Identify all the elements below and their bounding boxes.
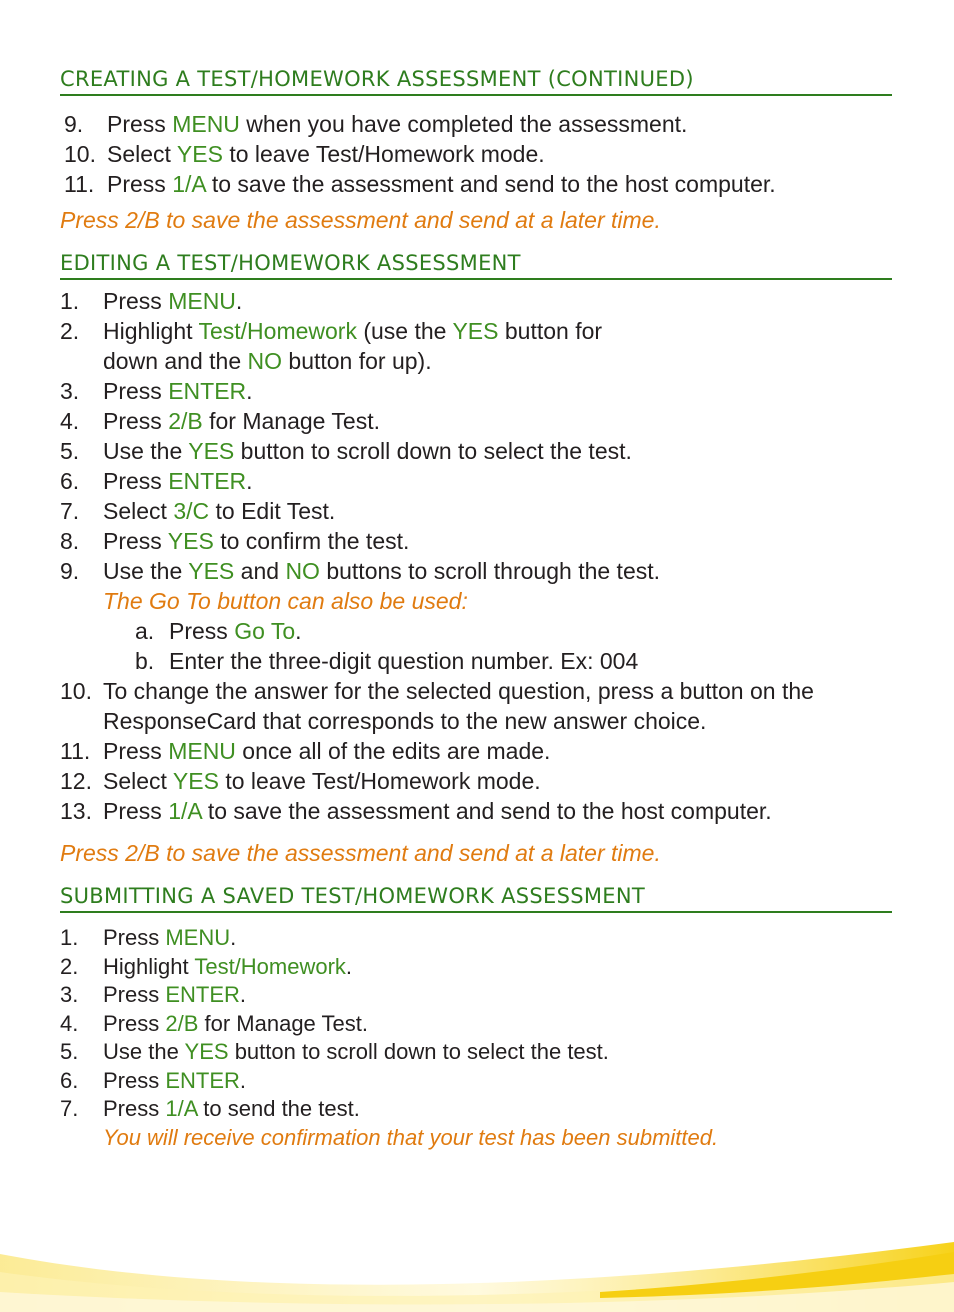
section-heading-editing: EDITING A TEST/HOMEWORK ASSESSMENT bbox=[60, 250, 892, 280]
highlighted-key: YES bbox=[167, 528, 214, 554]
step-text-fragment: Use the bbox=[103, 558, 189, 584]
step-text-fragment: and bbox=[234, 558, 286, 584]
highlighted-key: YES bbox=[188, 438, 235, 464]
section-heading-submitting: SUBMITTING A SAVED TEST/HOMEWORK ASSESSMENT bbox=[60, 883, 892, 913]
step-text bbox=[60, 796, 900, 826]
step-text bbox=[60, 736, 900, 766]
step-number: 9. bbox=[60, 558, 80, 584]
highlighted-key: MENU bbox=[165, 925, 231, 950]
step-text-fragment: to Edit Test. bbox=[209, 498, 336, 524]
step-number: 4. bbox=[60, 1010, 79, 1036]
step bbox=[64, 109, 900, 139]
step bbox=[60, 953, 900, 982]
step bbox=[64, 139, 900, 169]
step-number: 10. bbox=[60, 678, 92, 704]
step-number: 3. bbox=[60, 982, 79, 1007]
step-number: 6. bbox=[60, 1067, 79, 1093]
step bbox=[64, 169, 900, 199]
step-text-fragment: button for bbox=[498, 318, 603, 344]
step-text bbox=[60, 1038, 900, 1067]
step-text-fragment: . bbox=[345, 953, 353, 979]
step bbox=[60, 286, 900, 316]
step-text-fragment: when you have completed the assessment. bbox=[239, 111, 688, 137]
step-text bbox=[60, 981, 900, 1010]
confirmation-note: You will receive confirmation that your test has been submitted. bbox=[103, 1124, 719, 1150]
step-text-fragment: . bbox=[235, 288, 243, 314]
step-text-fragment: Press bbox=[103, 528, 168, 554]
step bbox=[60, 676, 900, 736]
step-number: 9. bbox=[64, 111, 84, 137]
step-text-fragment: . bbox=[239, 1067, 247, 1093]
highlighted-key: NO bbox=[247, 348, 283, 374]
step bbox=[60, 1010, 900, 1039]
step-number: 10. bbox=[64, 141, 96, 167]
step-text-fragment: Select bbox=[107, 141, 177, 167]
step bbox=[60, 736, 900, 766]
highlighted-key: ENTER bbox=[165, 982, 240, 1007]
section-heading-creating: CREATING A TEST/HOMEWORK ASSESSMENT (CONTINUED) bbox=[60, 66, 892, 96]
step-text bbox=[60, 316, 900, 376]
step-text-fragment: Enter the three-digit question number. Ex: 004 bbox=[169, 648, 639, 674]
step-number: 6. bbox=[60, 468, 80, 494]
step bbox=[60, 1095, 900, 1124]
step-text-fragment: Press bbox=[103, 798, 169, 824]
step-text-fragment: to save the assessment and send to the host computer. bbox=[201, 798, 772, 824]
step-text bbox=[60, 496, 900, 526]
highlighted-key: YES bbox=[452, 318, 499, 344]
go-to-note: The Go To button can also be used: bbox=[103, 588, 468, 614]
highlighted-key: YES bbox=[184, 1039, 229, 1064]
substep bbox=[60, 616, 900, 646]
steps-list-editing bbox=[60, 286, 900, 826]
step-text bbox=[60, 406, 900, 436]
step-text bbox=[60, 466, 900, 496]
step-text bbox=[60, 676, 900, 736]
highlighted-key: ENTER bbox=[168, 468, 247, 494]
step bbox=[60, 1067, 900, 1096]
step bbox=[60, 1038, 900, 1067]
step-text-fragment: for Manage Test. bbox=[198, 1010, 368, 1036]
step-number: 11. bbox=[64, 171, 95, 197]
step-text bbox=[64, 169, 900, 199]
step-text-fragment: Press bbox=[103, 468, 169, 494]
highlighted-key: 2/B bbox=[165, 1010, 199, 1036]
step-text-fragment: (use the bbox=[356, 318, 453, 344]
step-text-fragment: . bbox=[239, 982, 247, 1007]
step-text-fragment: to confirm the test. bbox=[213, 528, 410, 554]
step-text-fragment: Press bbox=[103, 925, 166, 950]
step-text-fragment: to leave Test/Homework mode. bbox=[218, 768, 541, 794]
step-text-fragment: Press bbox=[103, 1010, 166, 1036]
step-number: 1. bbox=[60, 288, 80, 314]
step bbox=[60, 496, 900, 526]
highlighted-key: ENTER bbox=[165, 1067, 240, 1093]
step bbox=[60, 526, 900, 556]
step-number: 11. bbox=[60, 738, 91, 764]
step bbox=[60, 406, 900, 436]
step-text bbox=[60, 436, 900, 466]
step-text-fragment: . bbox=[295, 618, 302, 644]
step-text-fragment: Use the bbox=[103, 1039, 185, 1064]
step-text-fragment: Highlight bbox=[103, 953, 195, 979]
step-text bbox=[60, 1010, 900, 1039]
step-text-fragment: Press bbox=[107, 111, 173, 137]
step-text-fragment: Press bbox=[107, 171, 173, 197]
step-text bbox=[60, 286, 900, 316]
step-text-fragment: Press bbox=[103, 738, 169, 764]
step-text-fragment: Press bbox=[103, 408, 169, 434]
step-text bbox=[60, 376, 900, 406]
step-number: 12. bbox=[60, 768, 92, 794]
step bbox=[60, 316, 900, 376]
step-number: 7. bbox=[60, 498, 80, 524]
highlighted-key: YES bbox=[176, 141, 223, 167]
step-text-fragment: . bbox=[246, 378, 253, 404]
yellow-wave-decoration bbox=[0, 1232, 954, 1312]
step bbox=[60, 796, 900, 826]
highlighted-key: YES bbox=[188, 558, 235, 584]
step-text-fragment: Highlight bbox=[103, 318, 199, 344]
step-text-fragment: Press bbox=[169, 618, 235, 644]
highlighted-key: NO bbox=[285, 558, 320, 584]
step-text bbox=[60, 556, 900, 586]
step-text-fragment: to leave Test/Homework mode. bbox=[222, 141, 545, 167]
step-text bbox=[64, 139, 900, 169]
step-text-fragment: Use the bbox=[103, 438, 189, 464]
step-text-fragment: . bbox=[246, 468, 253, 494]
step-text-fragment: to send the test. bbox=[197, 1096, 360, 1121]
step bbox=[60, 981, 900, 1010]
step-text-fragment: Press bbox=[103, 1096, 166, 1121]
step-text-fragment: button to scroll down to select the test. bbox=[234, 438, 632, 464]
step-text-fragment: Press bbox=[103, 378, 169, 404]
step-text bbox=[60, 953, 900, 982]
highlighted-key: Go To bbox=[234, 618, 296, 644]
step-text-fragment: Press bbox=[103, 1067, 166, 1093]
step-text-fragment: for Manage Test. bbox=[202, 408, 381, 434]
highlighted-key: MENU bbox=[168, 738, 236, 764]
step-text-fragment: . bbox=[230, 925, 237, 950]
step bbox=[60, 766, 900, 796]
step-text bbox=[60, 766, 900, 796]
step bbox=[60, 466, 900, 496]
step-text-fragment: once all of the edits are made. bbox=[235, 738, 551, 764]
step-number: 7. bbox=[60, 1096, 79, 1121]
highlighted-key: ENTER bbox=[168, 378, 247, 404]
step-number: 5. bbox=[60, 1039, 79, 1064]
save-later-note: Press 2/B to save the assessment and send at a later time. bbox=[60, 207, 661, 233]
highlighted-key: Test/Homework bbox=[194, 953, 346, 979]
step-number: 4. bbox=[60, 408, 80, 434]
step-number: 2. bbox=[60, 318, 80, 344]
step-number: 3. bbox=[60, 378, 80, 404]
step-text bbox=[60, 1067, 900, 1096]
highlighted-key: 1/A bbox=[165, 1096, 198, 1121]
steps-list-submitting bbox=[60, 924, 900, 1152]
step-text-fragment: to save the assessment and send to the host computer. bbox=[205, 171, 776, 197]
highlighted-key: Test/Homework bbox=[198, 318, 357, 344]
steps-list-creating bbox=[60, 109, 900, 199]
step-text-fragment: Select bbox=[103, 768, 173, 794]
highlighted-key: 3/C bbox=[173, 498, 210, 524]
step-number: 5. bbox=[60, 438, 80, 464]
step-number: 8. bbox=[60, 528, 80, 554]
step-text bbox=[60, 924, 900, 953]
step-number: 2. bbox=[60, 953, 79, 979]
step-number: 13. bbox=[60, 798, 92, 824]
step-text-fragment: Press bbox=[103, 288, 169, 314]
step-text-fragment: To change the answer for the selected question, press a button on the bbox=[103, 678, 814, 704]
highlighted-key: 2/B bbox=[168, 408, 203, 434]
step-text-fragment: Press bbox=[103, 982, 166, 1007]
substep-letter: a. bbox=[135, 618, 155, 644]
step-text-fragment: ResponseCard that corresponds to the new answer choice. bbox=[103, 708, 707, 734]
step-text-fragment: buttons to scroll through the test. bbox=[319, 558, 661, 584]
step bbox=[60, 436, 900, 466]
step-text-fragment: down and the bbox=[103, 348, 248, 374]
substep-letter: b. bbox=[135, 648, 155, 674]
step bbox=[60, 376, 900, 406]
step-number: 1. bbox=[60, 925, 79, 950]
step-text-fragment: Select bbox=[103, 498, 174, 524]
highlighted-key: MENU bbox=[172, 111, 240, 137]
highlighted-key: YES bbox=[172, 768, 219, 794]
save-later-note: Press 2/B to save the assessment and send at a later time. bbox=[60, 840, 661, 866]
step bbox=[60, 556, 900, 586]
step-text bbox=[64, 109, 900, 139]
highlighted-key: 1/A bbox=[172, 171, 206, 197]
step-text bbox=[60, 526, 900, 556]
step-text-fragment: button to scroll down to select the test. bbox=[228, 1039, 609, 1064]
substep bbox=[60, 646, 900, 676]
highlighted-key: MENU bbox=[168, 288, 236, 314]
substep-text bbox=[169, 618, 302, 644]
highlighted-key: 1/A bbox=[168, 798, 202, 824]
step-text-fragment: button for up). bbox=[282, 348, 432, 374]
substep-text bbox=[169, 648, 638, 674]
step-text bbox=[60, 1095, 900, 1124]
step bbox=[60, 924, 900, 953]
